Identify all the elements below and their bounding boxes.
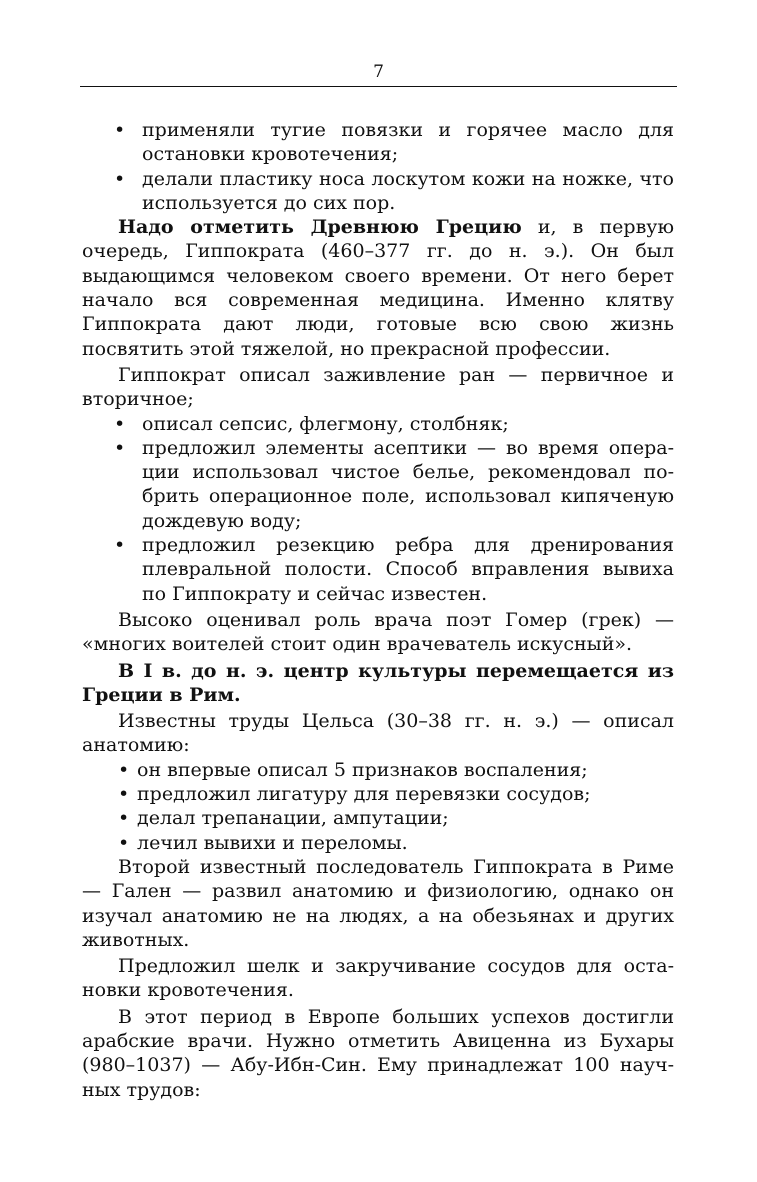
list-item [82, 782, 674, 806]
list-item-text: лечил вывихи и переломы. [137, 831, 408, 854]
paragraph-text: и, в первую очередь, Гиппократа (460–377 гг. до н. э.). Он был выдающимся человеком своего времени. От него берет начало вся современная медицина. Именно клятву Гиппократа дают люди, готовые всю свою жизнь посвятить этой тяжелой, но прекрасной профессии. [82, 216, 674, 360]
bullet-list-hippocrates [82, 412, 674, 606]
list-item [82, 533, 674, 606]
paragraph-wounds: Гиппократ описал заживление ран — первичное и вторичное; [82, 363, 674, 411]
list-item-text: предложил резекцию ребра для дренирования плевральной полости. Способ вправления вывиха по Гиппократу и сейчас известен. [142, 534, 674, 605]
bullet-icon: • [114, 119, 126, 141]
paragraph-silk: Предложил шелк и закручивание сосудов для остановки кровотечения. [82, 955, 674, 1002]
list-item-text: предложил элементы асептики — во время операции использовал чистое белье, рекомендовал побрить операционное поле, использовал кипяченую дождевую воду; [142, 436, 674, 532]
page-number: 7 [373, 62, 384, 82]
bullet-icon: • [118, 831, 130, 854]
bullet-icon: • [118, 807, 130, 830]
bold-lead: Надо отметить Древнюю Грецию [118, 216, 522, 239]
list-item [82, 758, 674, 782]
list-item [82, 118, 674, 167]
bullet-icon: • [118, 758, 130, 781]
bullet-icon: • [114, 412, 126, 435]
paragraph-celsus: Известны труды Цельса (30–38 гг. н. э.) — описал анатомию: [82, 710, 674, 757]
list-item-text: описал сепсис, флегмону, столбняк; [142, 412, 509, 435]
bold-heading-text: В I в. до н. э. центр культуры перемещается из Греции в Рим. [82, 659, 674, 706]
list-item [82, 436, 674, 533]
list-item [82, 806, 674, 830]
heading-rome [82, 659, 674, 708]
paragraph-greece [82, 215, 674, 361]
bullet-icon: • [118, 783, 130, 806]
list-item [82, 412, 674, 436]
list-item-text: предложил лигатуру для перевязки сосудов; [137, 783, 591, 806]
bullet-icon: • [114, 534, 126, 557]
list-item-text: он впервые описал 5 признаков воспаления; [137, 758, 588, 781]
list-item-text: применяли тугие повязки и горячее масло для остановки кровотечения; [142, 119, 674, 166]
bullet-icon: • [114, 436, 126, 459]
paragraph-homer: Высоко оценивал роль врача поэт Гомер (грек) — «многих воителей стоит один врачеватель искусный». [82, 608, 674, 656]
bullet-list-celsus [82, 758, 674, 855]
list-item-text: делали пластику носа лоскутом кожи на ножке, что используется до сих пор. [142, 167, 674, 214]
list-item-text: делал трепанации, ампутации; [137, 807, 449, 830]
paragraph-galen: Второй известный последователь Гиппократа в Риме — Гален — развил анатомию и физиологию, однако он изучал анатомию не на людях, а на обезьянах и других животных. [82, 855, 674, 951]
main-text [82, 118, 674, 1102]
header-rule [80, 86, 677, 87]
list-item [82, 831, 674, 855]
paragraph-avicenna: В этот период в Европе больших успехов достигли арабские врачи. Нужно отметить Авиценна из Бухары (980–1037) — Абу-Ибн-Син. Ему принадлежат 100 научных трудов: [82, 1005, 674, 1101]
list-item [82, 167, 674, 216]
bullet-icon: • [114, 167, 126, 190]
bullet-list-ancient-practices [82, 118, 674, 215]
